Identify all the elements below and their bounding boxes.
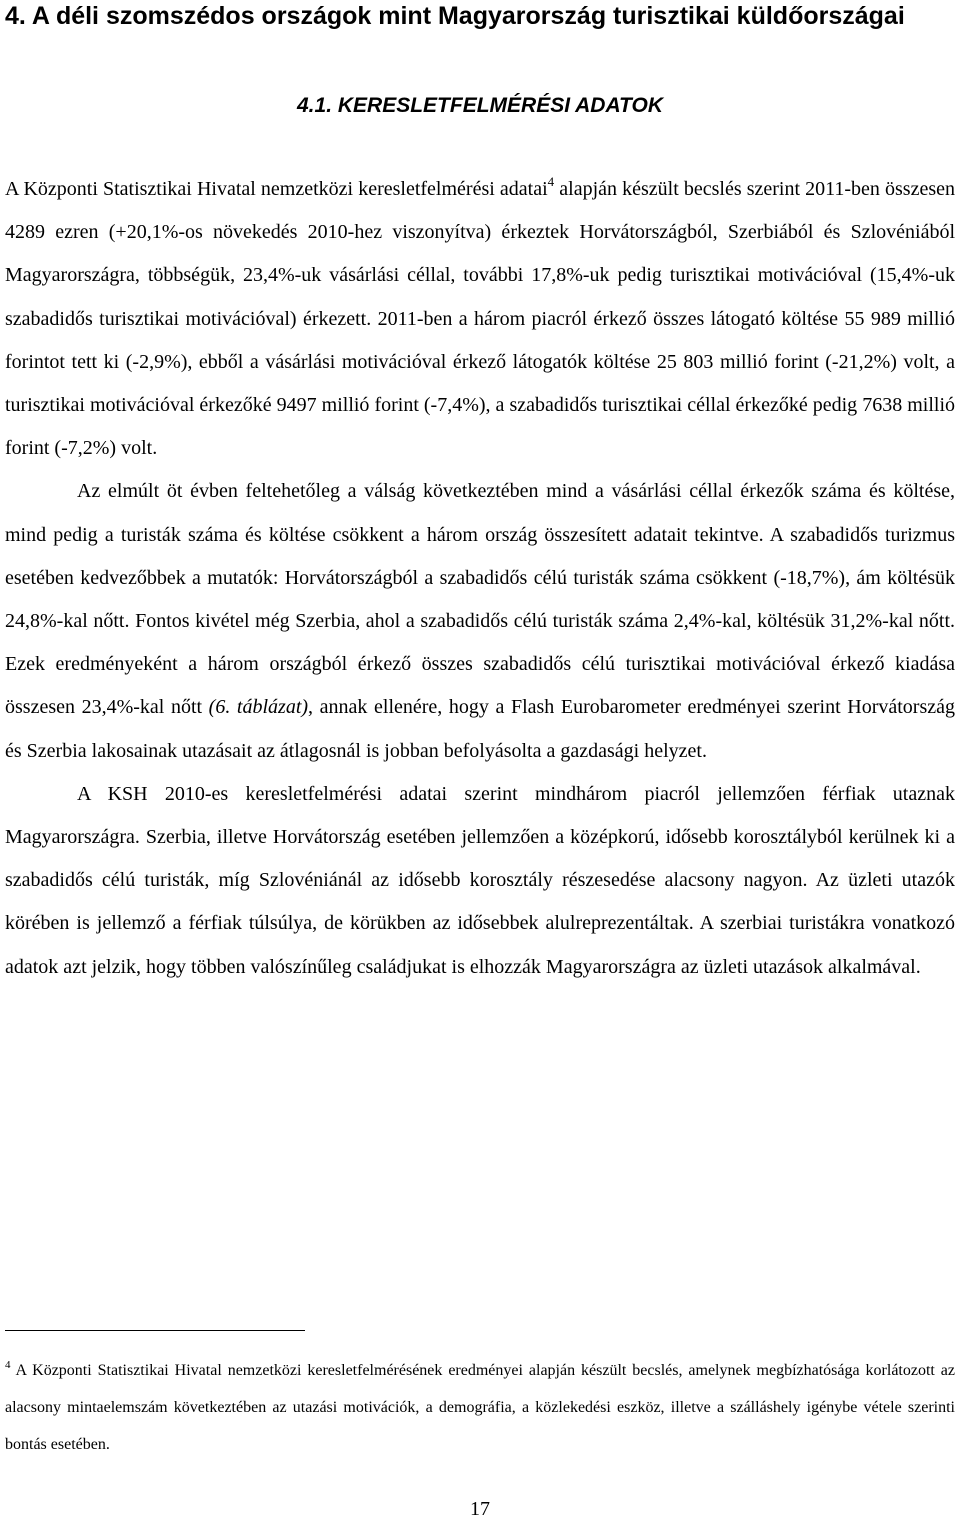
footnote-text: A Központi Statisztikai Hivatal nemzetközi keresletfelmérésének eredményei alapján készült becslés, amelynek megbízhatósága korlátozott az alacsony mintaelemszám következtében az utazási motivációk, a demográfia, a közlekedési eszköz, illetve a szálláshely igénybe vétele szerinti bontás esetében. [5,1362,955,1453]
paragraph-1 [5,168,955,470]
chapter-title: 4. A déli szomszédos országok mint Magyarország turisztikai küldőországai [5,2,905,30]
paragraph-1-part-2: alapján készült becslés szerint 2011-ben összesen 4289 ezren (+20,1%-os növekedés 2010-hez viszonyítva) érkeztek Horvátországból, Szerbiából és Szlovéniából Magyarországra, többségük, 23,4%-uk vásárlási céllal, további 17,8%-uk pedig turisztikai motivációval (15,4%-uk szabadidős turisztikai motivációval) érkezett. 2011-ben a három piacról érkező összes látogató költése 55 989 millió forintot tett ki (-2,9%), ebből a vásárlási motivációval érkező látogatók költése 25 803 millió forint (-21,2%) volt, a turisztikai motivációval érkezőké 9497 millió forint (-7,4%), a szabadidős turisztikai céllal érkezőké pedig 7638 millió forint (-7,2%) volt. [5,178,956,460]
table-reference: (6. táblázat) [208,696,309,719]
paragraph-2-part-1: Az elmúlt öt évben feltehetőleg a válság következtében mind a vásárlási céllal érkezők száma és költése, mind pedig a turisták száma és költése csökkent a három ország összesített adatait tekintve. A szabadidős turizmus esetében kedvezőbbek a mutatók: Horvátországból a szabadidős célú turisták száma csökkent (-18,7%), ám költésük 24,8%-kal nőtt. Fontos kivétel még Szerbia, ahol a szabadidős célú turisták száma 2,4%-kal, költésük 31,2%-kal nőtt. Ezek eredményeként a három országból érkező összes szabadidős célú turisztikai motivációval érkező kiadása összesen 23,4%-kal nőtt [5,480,955,719]
paragraph-1-part-1: A Központi Statisztikai Hivatal nemzetközi keresletfelmérési adatai [5,178,548,200]
footnote-number: 4 [5,1359,11,1371]
paragraph-3-text: A KSH 2010-es keresletfelmérési adatai szerint mindhárom piacról jellemzően férfiak utaznak Magyarországra. Szerbia, illetve Horvátország esetében jellemzően a középkorú, idősebb korosztályból kerülnek ki a szabadidős célú turisták, míg Szlovéniánál az idősebb korosztály részesedése alacsony nagyon. Az üzleti utazók körében is jellemző a férfiak túlsúlya, de körükben az idősebbek alulreprezentáltak. A szerbiai turistákra vonatkozó adatok azt jelzik, hogy többen valószínűleg családjukat is elhozzák Magyarországra az üzleti utazások alkalmával. [5,782,955,978]
paragraph-3 [5,773,955,989]
body-text [5,168,955,989]
section-title: 4.1. KERESLETFELMÉRÉSI ADATOK [297,94,663,117]
paragraph-2 [5,470,955,772]
footnote-reference[interactable]: 4 [547,174,555,189]
page-number: 17 [470,1498,490,1520]
paragraph-2-part-2: , annak ellenére, hogy a Flash Eurobarometer eredményei szerint Horvátország és Szerbia lakosainak utazásait az átlagosnál is jobban befolyásolta a gazdasági helyzet. [5,696,955,762]
footnote-divider [5,1330,305,1331]
footnote [5,1352,955,1463]
